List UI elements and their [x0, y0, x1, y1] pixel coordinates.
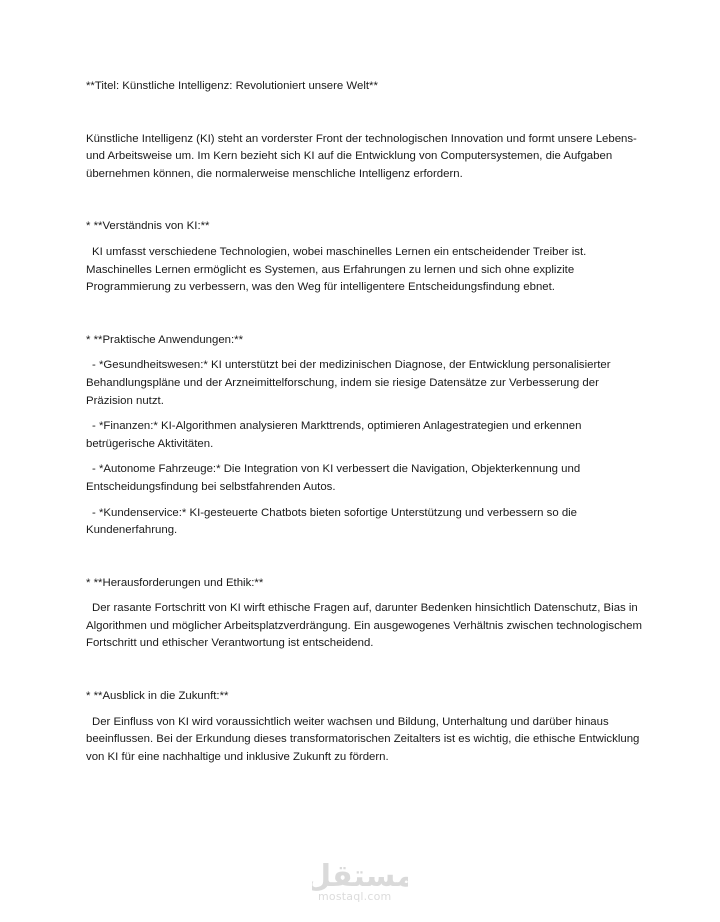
document-page — [86, 78, 646, 766]
list-item-finance: - *Finanzen:* KI-Algorithmen analysieren Markttrends, optimieren Anlagestrategien und erkennen betrügerische Aktivitäten. — [86, 420, 582, 450]
document-title: **Titel: Künstliche Intelligenz: Revolutioniert unsere Welt** — [86, 80, 378, 92]
section-body-outlook: Der Einfluss von KI wird voraussichtlich weiter wachsen und Bildung, Unterhaltung und darüber hinaus beeinflussen. Bei der Erkundung dieses transformatorischen Zeitalters ist es wichtig, die ethische Entwicklung von KI für eine nachhaltige und inklusive Zukunft zu fördern. — [86, 715, 640, 763]
section-heading-challenges: * **Herausforderungen und Ethik:** — [86, 576, 264, 589]
watermark-site: mostaql.com — [318, 890, 392, 903]
list-item-autonomous-vehicles: - *Autonome Fahrzeuge:* Die Integration von KI verbessert die Navigation, Objekterkennung und Entscheidungsfindung bei selbstfahrenden Autos. — [86, 463, 581, 493]
mostaql-logo-icon — [312, 858, 408, 892]
intro-paragraph: Künstliche Intelligenz (KI) steht an vorderster Front der technologischen Innovation und formt unsere Lebens- und Arbeitsweise um. Im Kern bezieht sich KI auf die Entwicklung von Computersystemen, die Aufgaben übernehmen können, die normalerweise menschliche Intelligenz erfordern. — [86, 132, 637, 180]
section-heading-understanding: * **Verständnis von KI:** — [86, 220, 210, 233]
mostaql-watermark — [312, 858, 412, 906]
list-item-healthcare: - *Gesundheitswesen:* KI unterstützt bei der medizinischen Diagnose, der Entwicklung personalisierter Behandlungspläne und der Arzneimittelforschung, indem sie riesige Datensätze zur Verbesserung der Präzision nutzt. — [86, 359, 611, 407]
section-body-challenges: Der rasante Fortschritt von KI wirft ethische Fragen auf, darunter Bedenken hinsichtlich Datenschutz, Bias in Algorithmen und möglicher Arbeitsplatzverdrängung. Ein ausgewogenes Verhältnis zwischen technologischem Fortschritt und ethischer Verantwortung ist entscheidend. — [86, 602, 642, 650]
section-heading-outlook: * **Ausblick in die Zukunft:** — [86, 690, 229, 703]
list-item-customer-service: - *Kundenservice:* KI-gesteuerte Chatbots bieten sofortige Unterstützung und verbessern so die Kundenerfahrung. — [86, 506, 578, 537]
section-heading-applications: * **Praktische Anwendungen:** — [86, 333, 244, 346]
section-body-understanding: KI umfasst verschiedene Technologien, wobei maschinelles Lernen ein entscheidender Treiber ist. Maschinelles Lernen ermöglicht es Systemen, aus Erfahrungen zu lernen und sich ohne explizite Programmierung zu verbessern, was den Weg für intelligentere Entscheidungsfindung ebnet. — [86, 245, 587, 294]
watermark-logo-text: مستقل — [312, 859, 408, 892]
